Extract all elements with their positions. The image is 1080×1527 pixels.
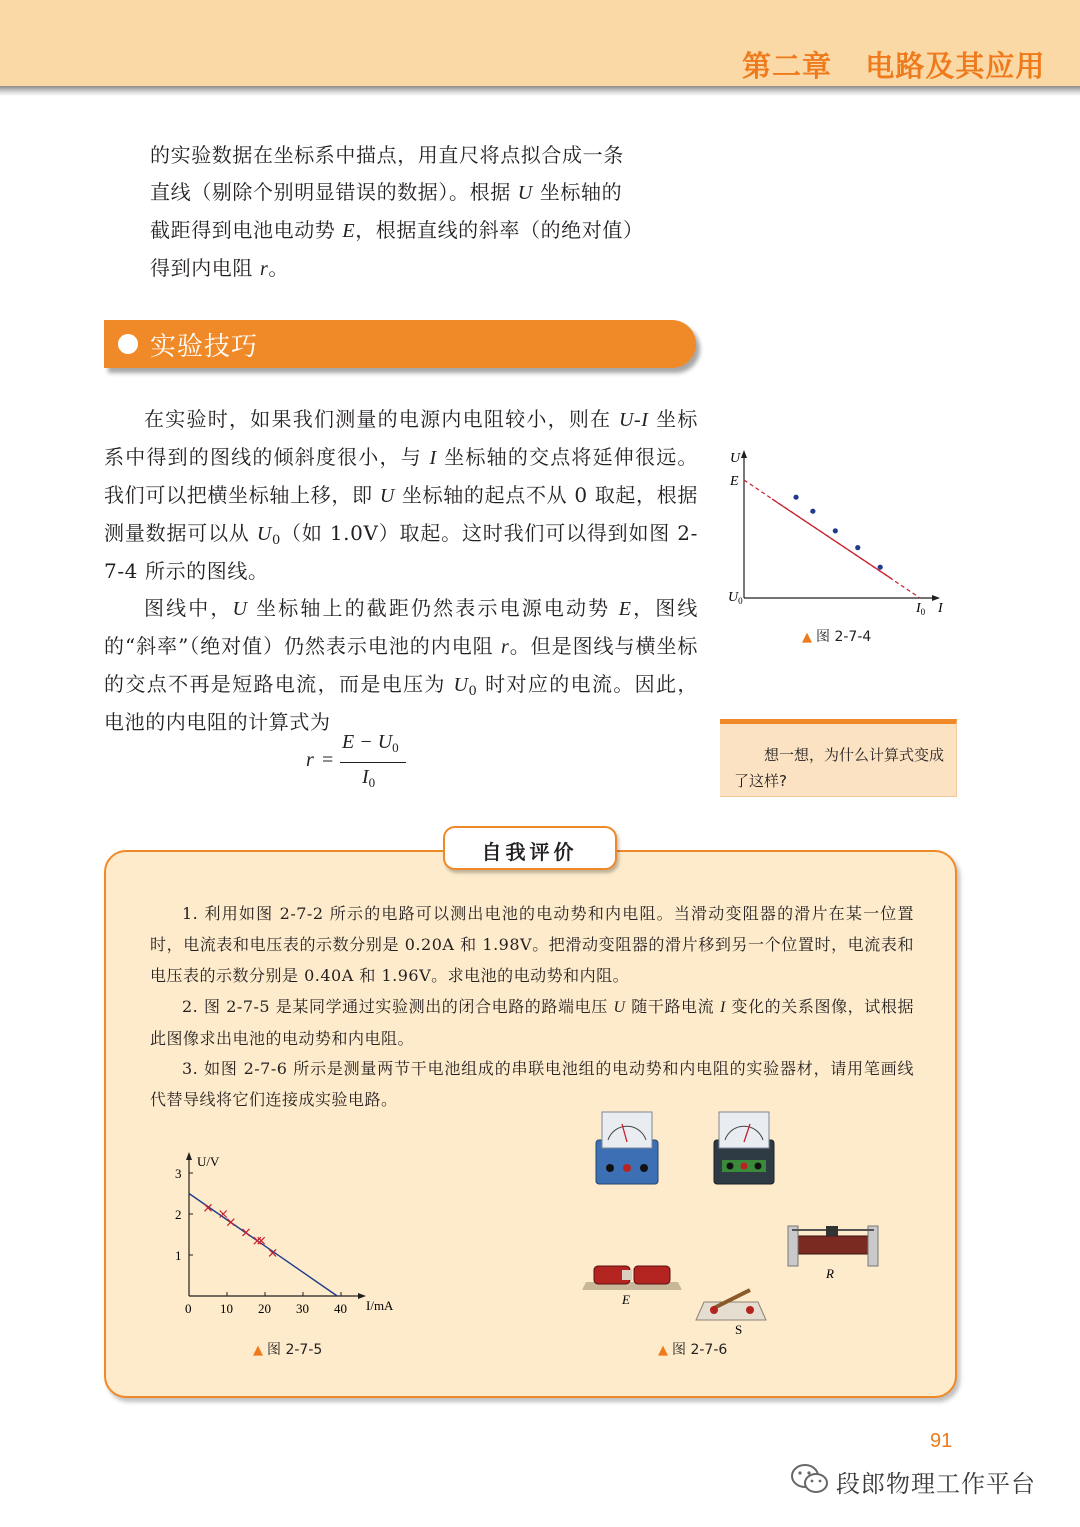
x-tick-label: 20 bbox=[258, 1301, 271, 1316]
chapter-title: 第二章 电路及其应用 bbox=[742, 49, 1046, 83]
measurement-point-3 bbox=[855, 545, 860, 550]
think-box: 想一想，为什么计算式变成了这样? bbox=[720, 719, 957, 797]
x-tick-label: 0 bbox=[185, 1301, 192, 1316]
x-tick-label: 30 bbox=[296, 1301, 309, 1316]
y-tick-label: 2 bbox=[175, 1207, 182, 1222]
x-tick-label: 40 bbox=[334, 1301, 347, 1316]
self-evaluation-title: 自我评价 bbox=[481, 840, 578, 864]
wechat-icon bbox=[790, 1462, 830, 1496]
voltmeter-icon bbox=[714, 1112, 774, 1184]
figure-2-7-4 bbox=[720, 440, 960, 620]
x-tick-label: 10 bbox=[220, 1301, 233, 1316]
rheostat-icon bbox=[788, 1226, 878, 1266]
switch-icon bbox=[696, 1290, 766, 1320]
main-text bbox=[104, 401, 698, 741]
measurement-point-1 bbox=[810, 509, 815, 514]
caption-triangle-icon: ▲ bbox=[253, 1343, 263, 1358]
figure-2-7-6-caption: ▲ 图 2-7-6 bbox=[658, 1342, 728, 1358]
section-banner bbox=[104, 320, 696, 368]
i-axis-label: I bbox=[938, 601, 943, 616]
y-tick-label: 1 bbox=[175, 1248, 182, 1263]
page-number: 91 bbox=[930, 1430, 953, 1452]
question-2: 2. 图 2-7-5 是某同学通过实验测出的闭合电路的路端电压 U 随干路电流 I 变化的关系图像，试根据此图像求出电池的电动势和内电阻。 bbox=[150, 997, 914, 1048]
figure-2-7-5-chart bbox=[160, 1148, 420, 1328]
fit-line bbox=[189, 1194, 337, 1297]
y-axis-arrow-icon bbox=[186, 1152, 192, 1160]
question-3: 3. 如图 2-7-6 所示是测量两节干电池组成的串联电池组的电动势和内电阻的实验器材，请用笔画线代替导线将它们连接成实验电路。 bbox=[150, 1059, 914, 1109]
e-label: E bbox=[730, 474, 739, 489]
i0-label: $I_0$ bbox=[916, 601, 926, 617]
figure-2-7-5-caption: ▲ 图 2-7-5 bbox=[253, 1342, 323, 1358]
self-evaluation-tab bbox=[443, 826, 617, 870]
ammeter-icon bbox=[596, 1112, 658, 1184]
data-point-4 bbox=[254, 1237, 261, 1244]
measurement-point-4 bbox=[878, 565, 883, 570]
resistance-formula: r = $E - U_0$ $I_0$ bbox=[300, 728, 450, 794]
y-tick-label: 3 bbox=[175, 1166, 182, 1181]
figure-2-7-6 bbox=[578, 1100, 898, 1340]
data-point-2 bbox=[227, 1219, 234, 1226]
formula-denominator: $I_0$ bbox=[362, 766, 376, 790]
intro-paragraph: 的实验数据在坐标系中描点，用直尺将点拟合成一条 直线（剔除个别明显错误的数据）。根据 U 坐标轴的 截距得到电池电动势 E，根据直线的斜率（的绝对值） 得到内电阻 r。 bbox=[150, 143, 644, 280]
fraction-bar bbox=[340, 762, 406, 763]
caption-triangle-icon: ▲ bbox=[658, 1343, 668, 1358]
data-point-3 bbox=[243, 1229, 250, 1236]
paragraph-2: 图线中，U 坐标轴上的截距仍然表示电源电动势 E，图线的“斜率”（绝对值）仍然表示电池的内电阻 r。但是图线与横坐标的交点不再是短路电流，而是电压为 $U_0$ 时对应的电流。因此，电池的内电阻的计算式为 bbox=[104, 596, 698, 734]
figure-2-7-4-caption: ▲ 图 2-7-4 bbox=[802, 629, 872, 645]
rheostat-label: R bbox=[826, 1266, 834, 1281]
y-axis-label: U/V bbox=[197, 1154, 220, 1169]
section-title: 实验技巧 bbox=[150, 332, 259, 362]
fit-line bbox=[772, 499, 892, 579]
x-axis-arrow-icon bbox=[358, 1293, 366, 1299]
switch-label: S bbox=[735, 1322, 743, 1337]
measurement-point-0 bbox=[793, 495, 798, 500]
measurement-point-2 bbox=[833, 528, 838, 533]
u-axis-arrow-icon bbox=[741, 450, 747, 458]
paragraph-1: 在实验时，如果我们测量的电源内电阻较小，则在 U-I 坐标系中得到的图线的倾斜度很小，与 I 坐标轴的交点将延伸很远。我们可以把横坐标轴上移，即 U 坐标轴的起点不从 0 取起，根据测量数据可以从 $U_0$（如 1.0V）取起。这时我们可以得到如图 2-7-4 所示的图线。 bbox=[104, 407, 699, 583]
caption-triangle-icon: ▲ bbox=[802, 630, 812, 645]
u-axis-label: U bbox=[730, 451, 741, 466]
battery-pack-icon bbox=[582, 1266, 682, 1290]
banner-bullet-icon bbox=[118, 334, 138, 354]
question-1: 1. 利用如图 2-7-2 所示的电路可以测出电池的电动势和内电阻。当滑动变阻器的滑片在某一位置时，电流表和电压表的示数分别是 0.20A 和 1.98V。把滑动变阻器的滑片移到另一个位置时，电流表和电压表的示数分别是 0.40A 和 1.96V。求电池的电动势和内阻。 bbox=[150, 904, 914, 985]
u0-label: $U_0$ bbox=[728, 590, 743, 606]
formula-numerator: $E - U_0$ bbox=[342, 731, 399, 755]
x-axis-label: I/mA bbox=[366, 1298, 394, 1313]
watermark: 段郎物理工作平台 bbox=[790, 1460, 1070, 1500]
battery-label: E bbox=[622, 1292, 630, 1307]
header-shadow bbox=[0, 86, 1080, 96]
